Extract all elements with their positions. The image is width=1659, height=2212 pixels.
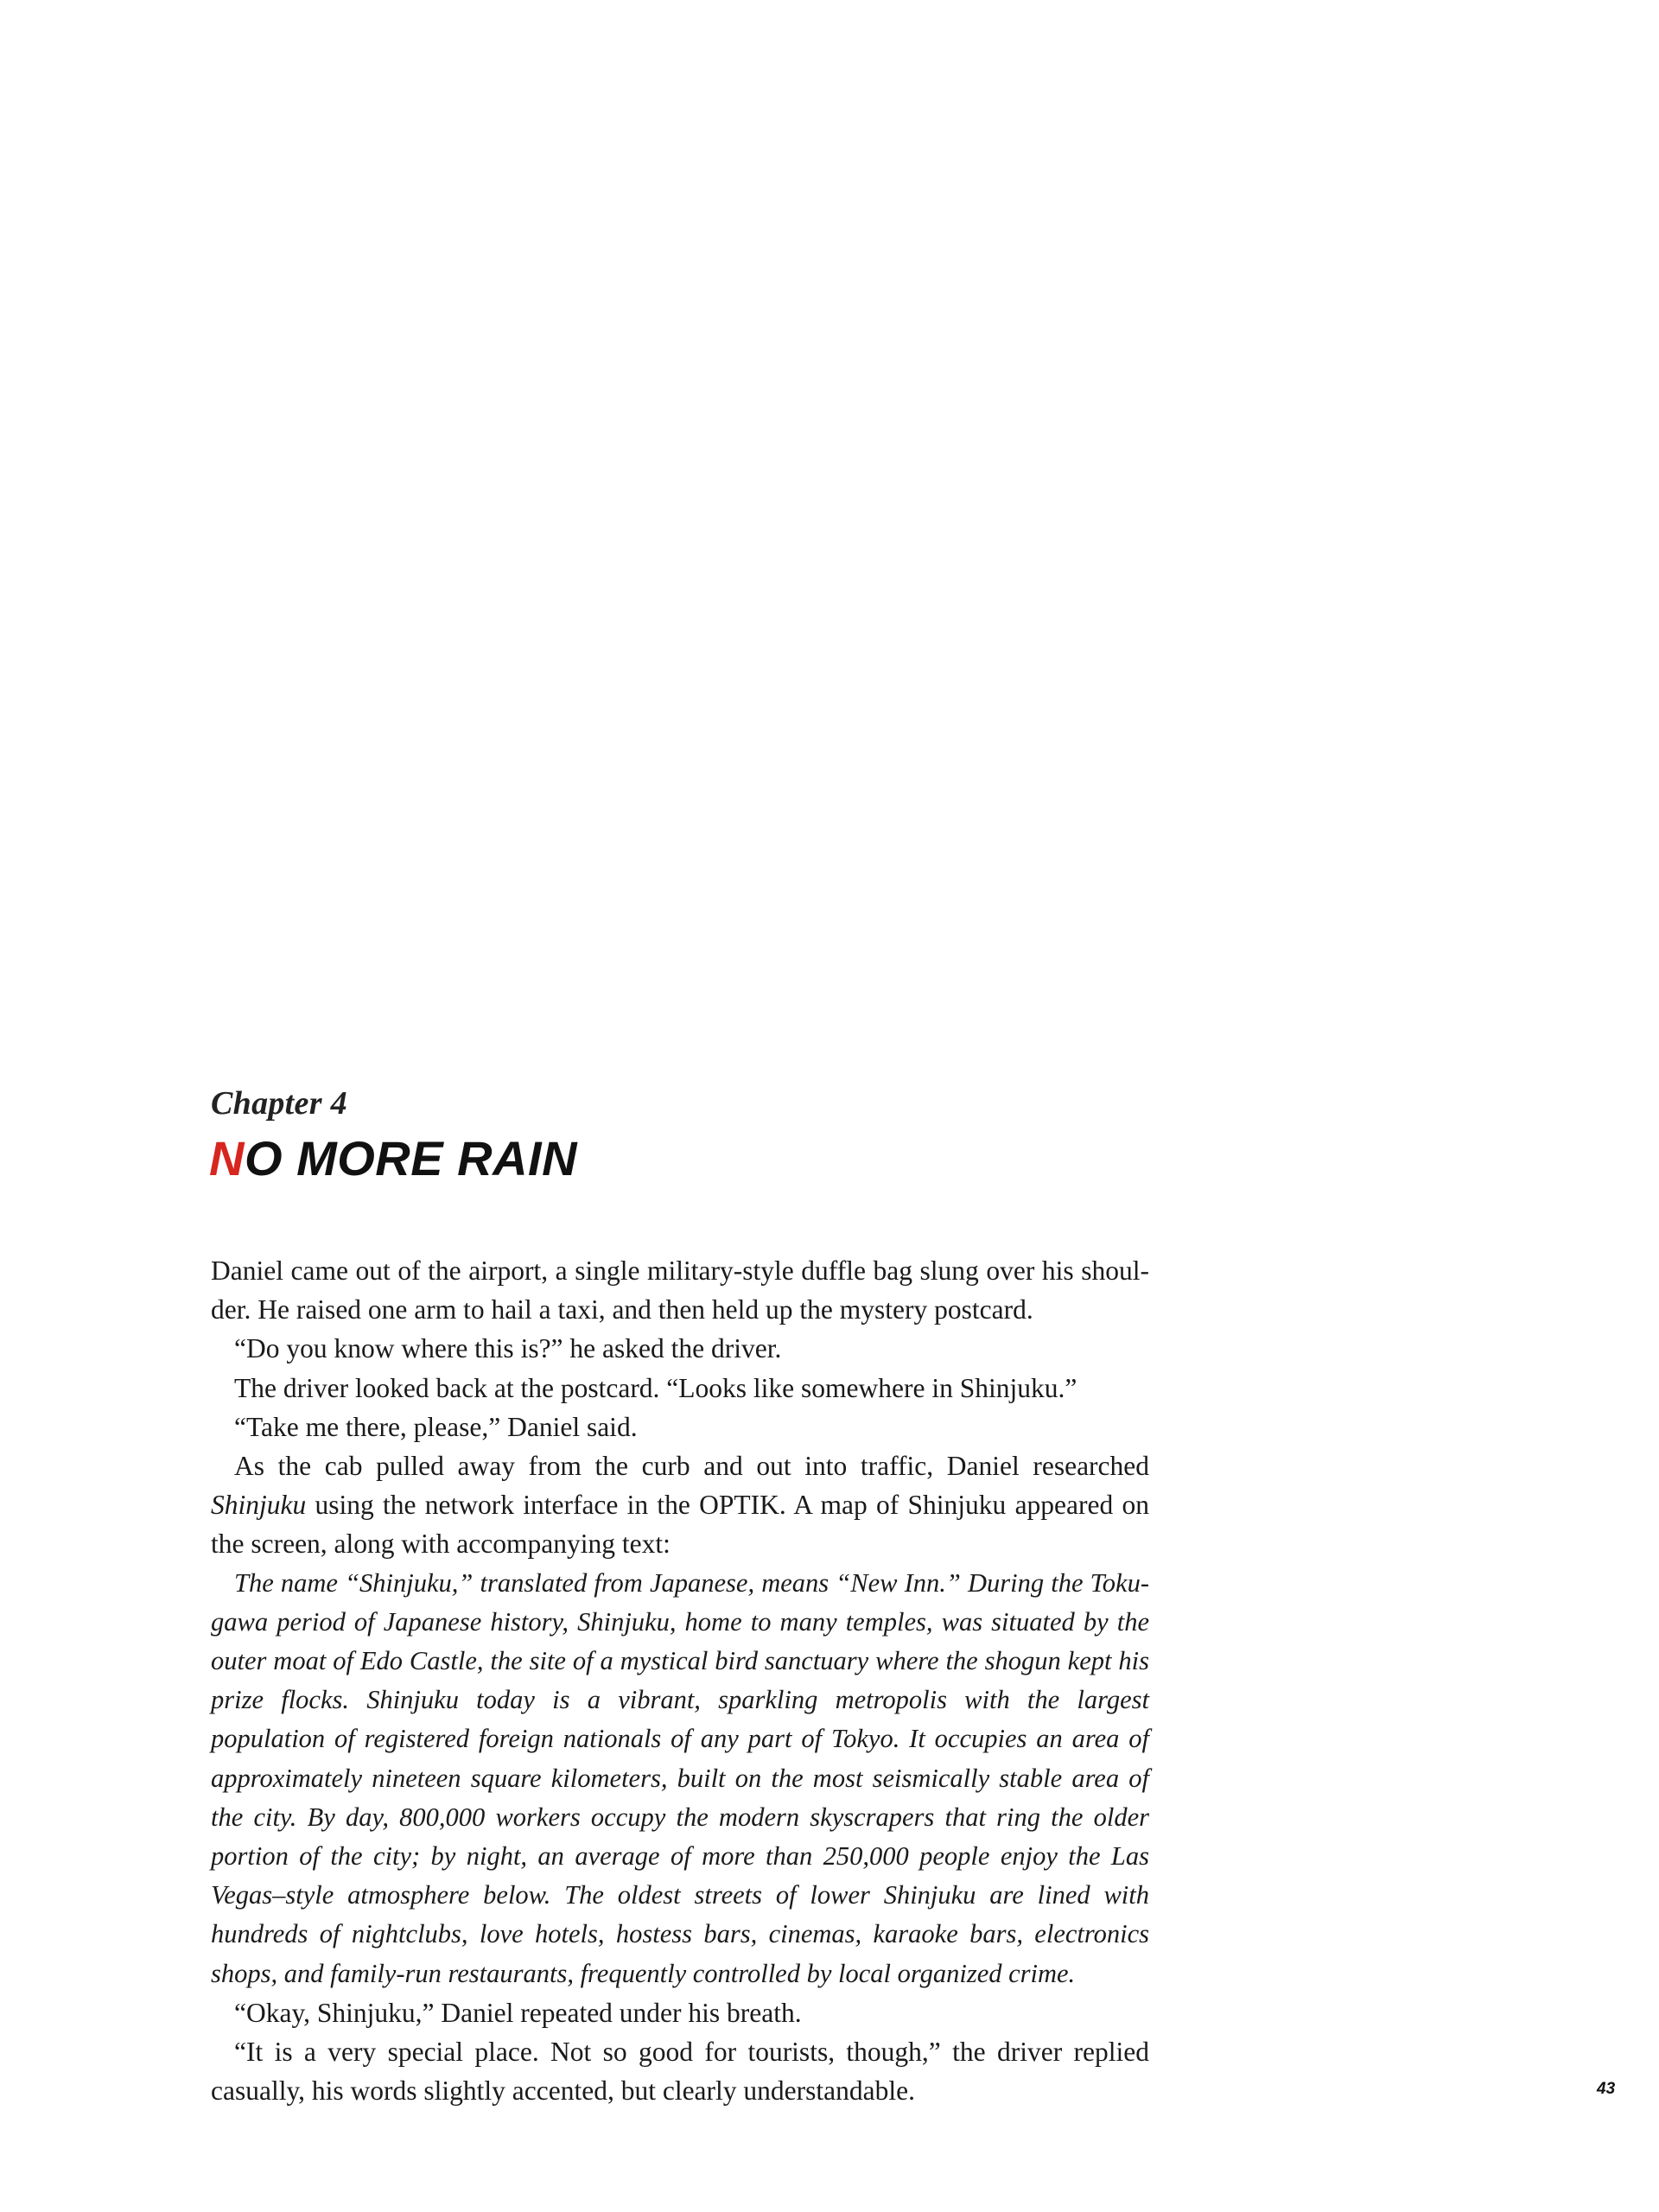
- paragraph-5-italic: Shinjuku: [211, 1490, 307, 1521]
- paragraph-5-end: using the network interface in the OPTIK. A map of Shinjuku appeared on the screen, along with accompanying text:: [211, 1490, 1149, 1560]
- chapter-body: [211, 1251, 1149, 2110]
- paragraph-1: Daniel came out of the airport, a single military-style duffle bag slung over his shoul-der. He raised one arm to hail a taxi, and then held up the mystery postcard.: [211, 1255, 1149, 1325]
- paragraph-5-start: As the cab pulled away from the curb and out into traffic, Daniel researched: [234, 1451, 1149, 1482]
- paragraph-7: “Okay, Shinjuku,” Daniel repeated under his breath.: [234, 1997, 802, 2028]
- chapter-title-rest: O MORE RAIN: [244, 1131, 578, 1185]
- chapter-title: [209, 1130, 577, 1186]
- paragraph-2: “Do you know where this is?” he asked the driver.: [234, 1333, 782, 1364]
- page-number: 43: [1597, 2080, 1616, 2098]
- paragraph-8: “It is a very special place. Not so good for tourists, though,” the driver replied casually, his words slightly accented, but clearly understandable.: [211, 2037, 1149, 2107]
- paragraph-5: [211, 1446, 1149, 1564]
- chapter-title-initial: N: [209, 1131, 245, 1185]
- quoted-passage: The name “Shinjuku,” translated from Japanese, means “New Inn.” During the Toku-gawa period of Japanese history, Shinjuku, home to many temples, was situated by the outer moat of Edo Castle, the site of a mystical bird sanctuary where the shogun kept his prize flocks. Shinjuku today is a vibrant, sparkling metropolis with the largest population of registered foreign nationals of any part of Tokyo. It occupies an area of approximately nineteen square kilometers, built on the most seismically stable area of the city. By day, 800,000 workers occupy the modern skyscrapers that ring the older portion of the city; by night, an average of more than 250,000 people enjoy the Las Vegas–style atmosphere below. The oldest streets of lower Shinjuku are lined with hundreds of nightclubs, love hotels, hostess bars, cinemas, karaoke bars, electronics shops, and family-run restaurants, frequently controlled by local organized crime.: [211, 1567, 1149, 1988]
- paragraph-3: The driver looked back at the postcard. “Looks like somewhere in Shinjuku.”: [234, 1372, 1077, 1403]
- paragraph-4: “Take me there, please,” Daniel said.: [234, 1411, 638, 1442]
- chapter-label: Chapter 4: [211, 1085, 347, 1122]
